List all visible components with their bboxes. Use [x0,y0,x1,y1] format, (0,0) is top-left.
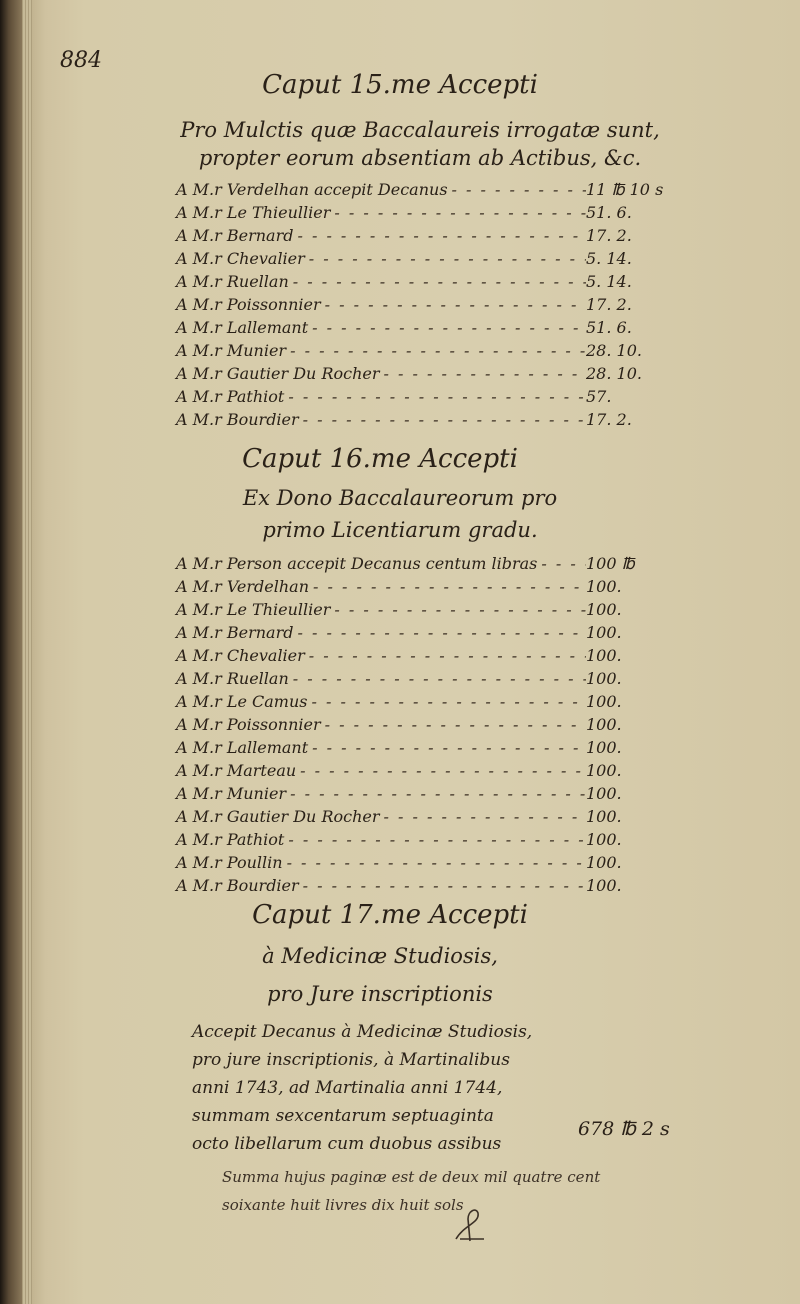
list-item: A M.r Chevalier - - - 100. [176,646,696,669]
page-edges [22,0,32,1304]
section-15-title: Caput 15.me Accepti [262,70,538,100]
list-item: A M.r Lallemant - - - 51. 6. [176,318,696,341]
paraph-mark-icon [450,1205,490,1245]
section-17-subtitle-2: pro Jure inscriptionis [267,982,493,1006]
section-17-title: Caput 17.me Accepti [252,900,528,930]
list-item: A M.r Gautier Du Rocher - - - 100. [176,807,696,830]
list-item: A M.r Lallemant - - - 100. [176,738,696,761]
list-item: A M.r Person accepit Decanus centum libras - - - 100 ℔ [176,554,696,577]
paragraph-line: pro jure inscriptionis, à Martinalibus [192,1050,510,1070]
list-item: A M.r Bernard - - - 100. [176,623,696,646]
list-item: A M.r Pathiot - - - 57. [176,387,696,410]
section-16-subtitle-1: Ex Dono Baccalaureorum pro [242,486,558,510]
section-15-subtitle-1: Pro Mulctis quæ Baccalaureis irrogatæ sunt, [180,118,660,142]
section-16-subtitle-2: primo Licentiarum gradu. [262,518,538,542]
list-item: A M.r Gautier Du Rocher - - - 28. 10. [176,364,696,387]
list-item: A M.r Chevalier - - - 5. 14. [176,249,696,272]
list-item: A M.r Pathiot - - - 100. [176,830,696,853]
list-item: A M.r Bernard - - - 17. 2. [176,226,696,249]
page-number: 884 [60,48,102,73]
paragraph-line: summam sexcentarum septuaginta [192,1106,494,1126]
paragraph-line: Accepit Decanus à Medicinæ Studiosis, [192,1022,533,1042]
footer-summa-line-2: soixante huit livres dix huit sols [222,1196,464,1214]
list-item: A M.r Le Camus - - - 100. [176,692,696,715]
footer-summa-line-1: Summa hujus paginæ est de deux mil quatre cent [222,1168,601,1186]
list-item: A M.r Bourdier - - - 17. 2. [176,410,696,433]
list-item: A M.r Poissonnier - - - 100. [176,715,696,738]
list-item: A M.r Le Thieullier - - - 100. [176,600,696,623]
list-item: A M.r Verdelhan - - - 100. [176,577,696,600]
list-item: A M.r Marteau - - - 100. [176,761,696,784]
section-16-title: Caput 16.me Accepti [242,444,518,474]
list-item: A M.r Ruellan - - - 100. [176,669,696,692]
section-17-total: 678 ℔ 2 s [578,1118,670,1140]
list-item: A M.r Ruellan - - - 5. 14. [176,272,696,295]
paragraph-line: anni 1743, ad Martinalia anni 1744, [192,1078,503,1098]
section-17-subtitle-1: à Medicinæ Studiosis, [262,944,498,968]
list-item: A M.r Munier - - - 100. [176,784,696,807]
section-15-subtitle-2: propter eorum absentiam ab Actibus, &c. [198,146,642,170]
list-item: A M.r Munier - - - 28. 10. [176,341,696,364]
paragraph-line: octo libellarum cum duobus assibus [192,1134,502,1154]
book-spine [0,0,22,1304]
list-item: A M.r Poullin - - - 100. [176,853,696,876]
list-item: A M.r Le Thieullier - - - 51. 6. [176,203,696,226]
list-item: A M.r Verdelhan accepit Decanus - - - 11 ℔ 10 s [176,180,696,203]
list-item: A M.r Poissonnier - - - 17. 2. [176,295,696,318]
section-17-paragraph [192,1018,622,1158]
section-16-entries [176,554,696,899]
section-15-entries [176,180,696,433]
list-item: A M.r Bourdier - - - 100. [176,876,696,899]
